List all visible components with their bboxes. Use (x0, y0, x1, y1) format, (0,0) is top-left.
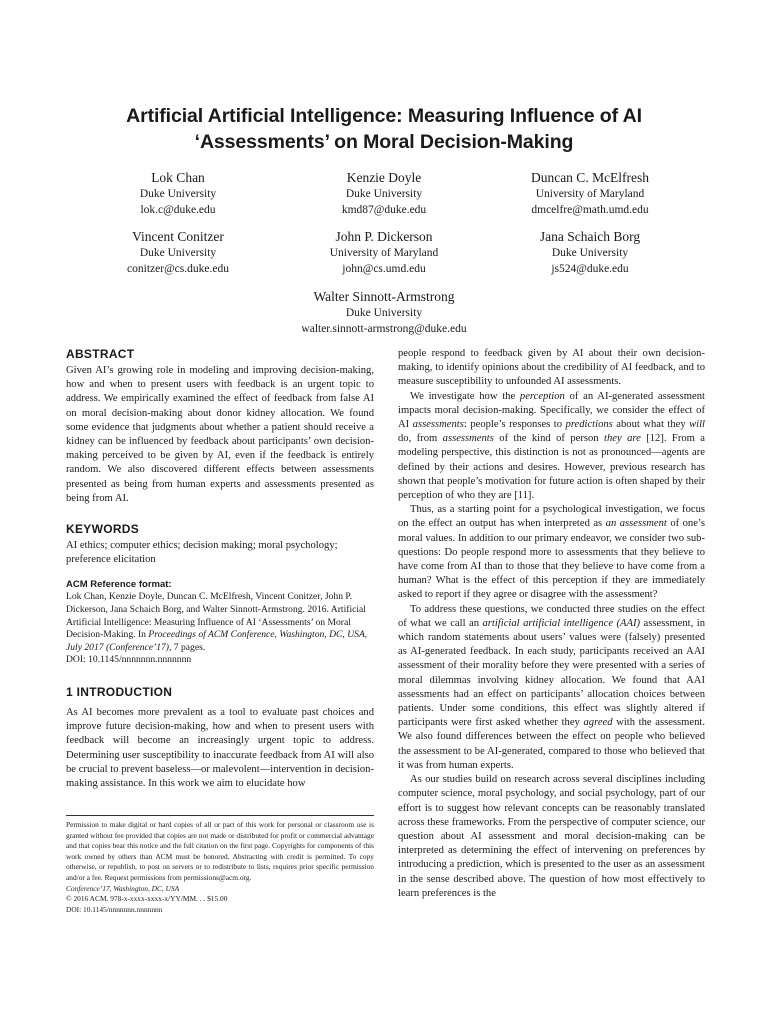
text-run: [12]. From a modeling perspective, this distinction is not as pronounced—agents are defined by their actions and desires. However, previous research has shown that people’s motivation for future action is often shaped by their perception of who they are [11]. (398, 433, 705, 502)
author-entry (475, 169, 705, 218)
paper-title (40, 103, 728, 155)
author-email[interactable]: conitzer@cs.duke.edu (127, 263, 229, 275)
text-run: of an AI-generated assessment impacts moral decision-making. Specifically, we consider the effect of AI (398, 390, 705, 431)
introduction-paragraph: As AI becomes more prevalent as a tool to evaluate past choices and improve future decision-making, how and when to present users with feedback will become an increasingly urgent topic to address. Determining user susceptibility to inaccurate feedback from AI will also be crucial to prevent baseless—or malevolent—intervention in decision-making assistance. In this work we aim to elucidate how (66, 707, 374, 790)
acm-reference-plain: Lok Chan, Kenzie Doyle, Duncan C. McElfresh, Vincent Conitzer, John P. Dickerson, Jana Schaich Borg, and Walter Sinnott-Armstrong. 2016. Artificial Artificial Intelligence: Measuring Influence of AI ‘Assessments’ on Moral Decision-Making. In (66, 591, 366, 641)
author-name: Jana Schaich Borg (539, 229, 641, 244)
author-name: Kenzie Doyle (346, 170, 422, 185)
author-entry (63, 169, 293, 218)
author-affiliation: University of Maryland (535, 188, 645, 200)
author-name: Vincent Conitzer (132, 229, 224, 244)
conference-venue-text: Conference’17, Washington, DC, USA (66, 883, 180, 893)
permission-notice: Permission to make digital or hard copies of all or part of this work for personal or classroom use is granted without fee provided that copies are not made or distributed for profit or commercial advantage and that copies bear this notice and the full citation on the first page. Copyrights for components of this work owned by others than ACM must be honored. Abstracting with credit is permitted. To copy otherwise, or republish, to post on servers or to redistribute to lists, requires prior specific permission and/or a fee. Request permissions from permissions@acm.org. (66, 820, 374, 882)
footnote-doi[interactable]: DOI: 10.1145/nnnnnnn.nnnnnnn (66, 904, 163, 914)
text-run: To address these questions, we conducted three studies on the effect of what we call an (398, 603, 705, 629)
acm-reference-proceedings: Proceedings of ACM Conference, Washington, DC, USA, July 2017 (Conference’17), (66, 629, 368, 653)
author-name: Duncan C. McElfresh (530, 170, 650, 185)
author-name: Walter Sinnott-Armstrong (313, 289, 455, 304)
emphasis-run: predictions (565, 419, 613, 431)
text-run: : people’s responses to (463, 419, 566, 431)
perception-paragraph (398, 390, 705, 504)
author-affiliation: Duke University (139, 188, 217, 200)
text-run: about what they (612, 419, 690, 431)
author-email[interactable]: john@cs.umd.edu (342, 263, 426, 275)
emphasis-run: assessments (442, 433, 494, 445)
author-entry (63, 228, 293, 277)
acm-reference-pages: 7 pages. (171, 641, 206, 653)
copyright-footnote (66, 815, 374, 915)
abstract-heading: ABSTRACT (66, 347, 135, 361)
author-email[interactable]: walter.sinnott-armstrong@duke.edu (301, 323, 467, 335)
acm-reference-text (66, 591, 374, 654)
left-column (66, 346, 374, 791)
text-run: of the kind of person (493, 433, 605, 445)
author-name: John P. Dickerson (335, 229, 433, 244)
author-affiliation: Duke University (551, 247, 629, 259)
text-run: of one’s moral values. In addition to our primary endeavor, we consider two sub-questions: Do people respond more to assessments that they believe to have come from AI than to those that they believe to have come from a human? What is the effect of this perception if they are immediately asked to report if they agree or disagree with the assessment? (398, 518, 706, 601)
author-entry (269, 169, 499, 218)
emphasis-run: an assessment (605, 518, 667, 530)
acm-reference-doi[interactable]: DOI: 10.1145/nnnnnnn.nnnnnnn (66, 654, 192, 666)
author-entry (475, 228, 705, 277)
text-run: Thus, as a starting point for a psychological investigation, we focus on the effect an output has when interpreted as (398, 504, 705, 530)
intro-continued-paragraph: people respond to feedback given by AI about their own decision-making, to identify opinions about the credibility of AI feedback, and to measure susceptibility to unfounded AI assessments. (398, 348, 705, 388)
title-line-1: Artificial Artificial Intelligence: Measuring Influence of AI (126, 105, 642, 127)
author-email[interactable]: kmd87@duke.edu (341, 204, 427, 216)
right-column (398, 347, 705, 901)
text-run: do, from (398, 433, 443, 445)
text-run: with the assessment. We also found differences between the effect on people who believed the assessment to be AI-generated, compared to those who believed that it was from human experts. (398, 717, 706, 771)
author-entry (269, 228, 499, 277)
emphasis-run: perception (519, 390, 565, 402)
emphasis-run: artificial artificial intelligence (AAI) (482, 617, 641, 629)
keywords-text: AI ethics; computer ethics; decision making; moral psychology; preference elicitation (66, 540, 338, 566)
sub-questions-paragraph (398, 503, 705, 602)
author-email[interactable]: lok.c@duke.edu (140, 204, 216, 216)
emphasis-run: agreed (583, 717, 613, 729)
author-name: Lok Chan (151, 170, 205, 185)
author-affiliation: University of Maryland (329, 247, 439, 259)
copyright-line: © 2016 ACM. 978-x-xxxx-xxxx-x/YY/MM. . . $15.00 (66, 894, 228, 904)
introduction-heading: 1 INTRODUCTION (66, 685, 173, 699)
emphasis-run: will (689, 419, 706, 431)
studies-paragraph (398, 603, 705, 773)
text-run: assessment, in which random statements about users’ values were (falsely) presented as AI-generated feedback. In each study, participants received an AAI assessment of their morality before they were presented with a series of moral dilemmas involving kidney allocation. We found that AAI assessments had an effect on participants’ allocation choices between patients. Under some conditions, this effect was slightly altered if participants were first asked whether they (398, 617, 706, 729)
author-affiliation: Duke University (345, 307, 423, 319)
author-affiliation: Duke University (345, 188, 423, 200)
emphasis-run: assessments (412, 419, 464, 431)
text-run: We investigate how the (410, 390, 520, 402)
author-affiliation: Duke University (139, 247, 217, 259)
author-entry (234, 288, 534, 337)
acm-reference-heading: ACM Reference format: (66, 579, 172, 591)
abstract-text: Given AI’s growing role in modeling and improving decision-making, how and when to present users with feedback is an urgent topic to address. We empirically examined the effect of feedback from false AI on moral decision-making about donor kidney allocation. We found some evidence that judgments about whether a patient should receive a kidney can be influenced by feedback about participants’ own decision-making perceived to be given by AI, even if the feedback is entirely random. We also discovered different effects between assessments presented as being from human experts and assessments presented as being from AI. (66, 365, 374, 504)
title-line-2: ‘Assessments’ on Moral Decision-Making (194, 131, 574, 153)
conference-venue (66, 884, 374, 895)
author-email[interactable]: js524@duke.edu (551, 263, 629, 275)
disciplines-paragraph: As our studies build on research across several disciplines including computer science, moral psychology, and social psychology, part of our effort is to suggest how relevant concepts can be reasonably translated across these frameworks. From the perspective of computer science, our question about AI assessment and moral decision-making can be interpreted as determining the effect of intervening on preferences by introducing a prediction, which is presented to the user as an assessment in the sense described above. The question of how most effectively to learn preferences is the (398, 774, 705, 899)
keywords-heading: KEYWORDS (66, 522, 140, 537)
emphasis-run: they are (604, 433, 641, 445)
author-email[interactable]: dmcelfre@math.umd.edu (531, 204, 649, 216)
